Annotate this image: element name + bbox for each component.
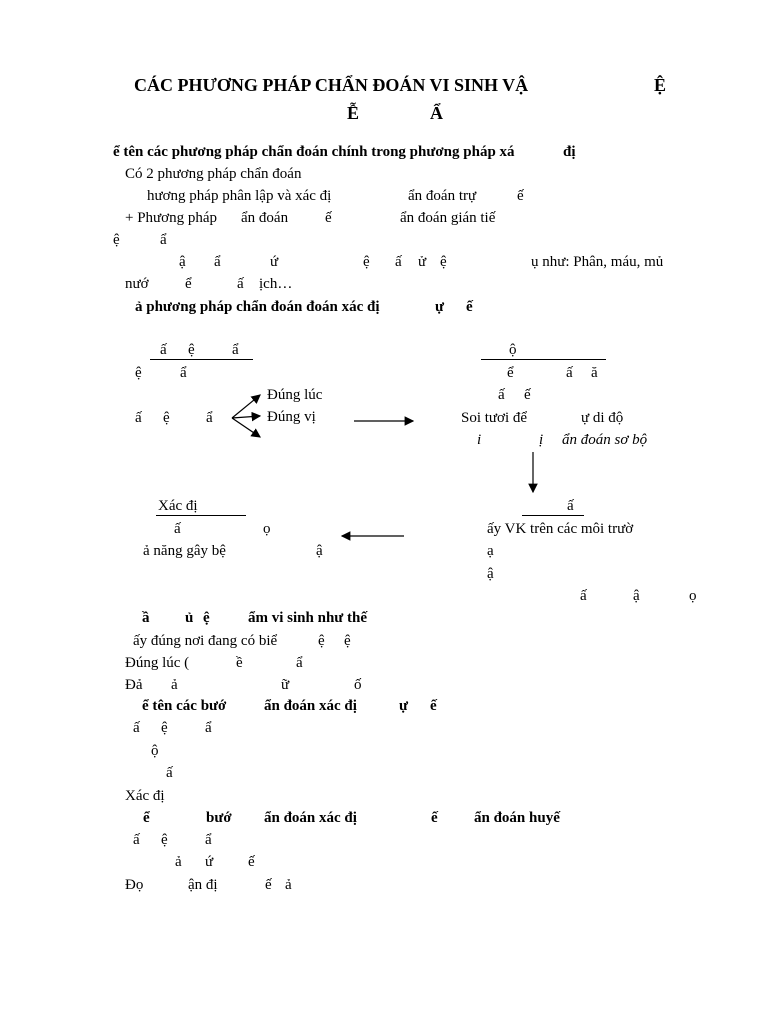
q5-line-3b: ận đị <box>188 877 218 893</box>
diagram-tr-line-2c: ă <box>591 365 598 381</box>
q3-line-2c: ẩ <box>296 655 303 671</box>
diagram-tr-line-3b: ế <box>524 387 531 403</box>
diagram-tr-head: ộ <box>509 342 517 358</box>
diagram-tl-line-2a: ệ <box>135 365 142 381</box>
question-2-heading-c: ế <box>466 299 473 315</box>
q1-line-4b: ẩ <box>160 232 167 248</box>
question-5-heading-a: ể <box>143 810 150 826</box>
q1-line-3d: ẩn đoán gián tiế <box>400 210 496 226</box>
diagram-tl-head-b: ệ <box>188 342 195 358</box>
q1-line-3: + Phương pháp <box>125 210 218 226</box>
q1-line-5c: ứ <box>270 254 279 270</box>
q5-line-2a: ả <box>175 854 182 870</box>
diagram-tl-line-2b: ẩ <box>180 365 187 381</box>
diagram-br-line-2: ạ <box>487 543 494 559</box>
diagram-br-line-1: ấy VK trên các môi trườ <box>487 521 634 537</box>
q5-line-1c: ẩ <box>205 832 212 848</box>
page-title-line2-fragment: Ẩ <box>430 103 443 123</box>
q3-line-3c: ữ <box>281 677 290 693</box>
q1-line-6c: ấ <box>237 276 244 292</box>
question-5-heading-d: ế <box>431 810 438 826</box>
question-1-heading: ể tên các phương pháp chẩn đoán chính trong phương pháp xá <box>113 144 515 160</box>
question-4-heading-a: ể tên các bướ <box>142 698 227 714</box>
diagram-branch-1: Đúng lúc <box>267 387 323 403</box>
q1-line-2: hương pháp phân lập và xác đị <box>147 188 332 204</box>
q1-line-5d: ệ <box>363 254 370 270</box>
diagram-tr-line-2b: ấ <box>566 365 573 381</box>
q5-line-2c: ế <box>248 854 255 870</box>
q5-line-3c: ế <box>265 877 272 893</box>
diagram-br-line-4b: ậ <box>633 588 640 604</box>
q1-line-5e: ấ <box>395 254 402 270</box>
question-4-heading-c: ự <box>399 698 409 714</box>
diagram-bl-line-2a: ả năng gây bệ <box>143 543 226 559</box>
page-title-fragment: Ệ <box>654 75 667 95</box>
diagram-branch-2: Đúng vị <box>267 409 316 425</box>
q3-line-3a: Đả <box>125 677 143 693</box>
diagram-tl-head-a: ấ <box>160 342 167 358</box>
arrow-down-branch <box>232 418 260 437</box>
q1-line-5b: ẩ <box>214 254 221 270</box>
q1-line-6b: ể <box>185 276 192 292</box>
q1-line-4a: ệ <box>113 232 120 248</box>
q3-line-1c: ệ <box>344 633 351 649</box>
question-3-heading-a: ầ <box>142 610 150 626</box>
q1-line-2b: ẩn đoán trự <box>408 188 477 204</box>
q3-line-1b: ệ <box>318 633 325 649</box>
q5-line-3a: Đọ <box>125 877 144 893</box>
q5-line-2b: ứ <box>205 854 214 870</box>
page-title-line2: Ễ <box>347 103 360 123</box>
q1-line-5a: ậ <box>179 254 186 270</box>
question-2-heading: ả phương pháp chẩn đoán đoán xác đị <box>135 299 380 315</box>
q3-line-2b: ề <box>236 655 243 671</box>
q3-line-3d: ố <box>354 677 362 693</box>
q3-line-2a: Đúng lúc ( <box>125 655 190 671</box>
q4-line-1a: ấ <box>133 720 140 736</box>
question-3-heading-c: ệ <box>203 610 210 626</box>
question-4-heading-d: ế <box>430 698 437 714</box>
q1-line-3c: ế <box>325 210 332 226</box>
q1-line-6d: ịch… <box>259 276 293 292</box>
diagram-tr-line-4a: Soi tươi để <box>461 410 528 426</box>
q1-line-5f: ử <box>418 254 427 270</box>
question-1-heading-end: đị <box>563 144 576 160</box>
q4-line-1c: ẩ <box>205 720 212 736</box>
diagram-br-line-4c: ọ <box>689 588 697 604</box>
q4-line-4: Xác đị <box>125 788 165 804</box>
diagram-br-head: ấ <box>567 498 574 514</box>
diagram-tr-line-5a: i <box>477 432 482 448</box>
question-3-heading-b: ủ <box>185 610 194 626</box>
diagram-tl-line-3a: ấ <box>135 410 142 426</box>
diagram-bl-head: Xác đị <box>158 498 198 514</box>
diagram-br-line-4a: ấ <box>580 588 587 604</box>
q1-line-3b: ẩn đoán <box>241 210 289 226</box>
diagram-tr-line-4b: ự di độ <box>581 410 624 426</box>
question-5-heading-c: ẩn đoán xác đị <box>264 810 357 826</box>
page-title: CÁC PHƯƠNG PHÁP CHẨN ĐOÁN VI SINH VẬ <box>134 75 529 95</box>
diagram-br-line-3: ậ <box>487 566 494 582</box>
q5-line-1a: ấ <box>133 832 140 848</box>
q1-line-5h: ụ như: Phân, máu, mủ <box>531 254 664 270</box>
diagram-tl-line-3c: ẩ <box>206 410 213 426</box>
q4-line-3: ấ <box>166 765 173 781</box>
diagram-tl-head-c: ẩ <box>232 342 239 358</box>
diagram-tr-line-5b: ị <box>539 432 544 448</box>
question-5-heading-b: bướ <box>206 810 232 826</box>
q5-line-3d: ả <box>285 877 292 893</box>
question-5-heading-e: ẩn đoán huyế <box>474 810 560 826</box>
arrow-to-dung-vi <box>232 416 260 418</box>
q1-line-1: Có 2 phương pháp chẩn đoán <box>125 166 302 182</box>
diagram-tr-line-2a: ể <box>507 365 514 381</box>
q1-line-6a: nướ <box>125 276 149 292</box>
q1-line-2c: ế <box>517 188 524 204</box>
question-4-heading-b: ẩn đoán xác đị <box>264 698 357 714</box>
diagram-tr-line-3a: ấ <box>498 387 505 403</box>
question-3-heading-d: ẩm vi sinh như thế <box>248 610 368 626</box>
q4-line-2: ộ <box>151 743 159 759</box>
q5-line-1b: ệ <box>161 832 168 848</box>
arrow-to-dung-luc <box>232 395 260 418</box>
q4-line-1b: ệ <box>161 720 168 736</box>
diagram-bl-line-1a: ấ <box>174 521 181 537</box>
diagram-tl-line-3b: ệ <box>163 410 170 426</box>
q3-line-3b: ả <box>171 677 178 693</box>
q1-line-5g: ệ <box>440 254 447 270</box>
diagram-tr-line-5c: ẩn đoán sơ bộ <box>562 432 648 448</box>
question-2-heading-b: ự <box>435 299 445 315</box>
diagram-bl-line-2b: ậ <box>316 543 323 559</box>
diagram-bl-line-1b: ọ <box>263 521 271 537</box>
q3-line-1a: ấy đúng nơi đang có biể <box>133 633 278 649</box>
